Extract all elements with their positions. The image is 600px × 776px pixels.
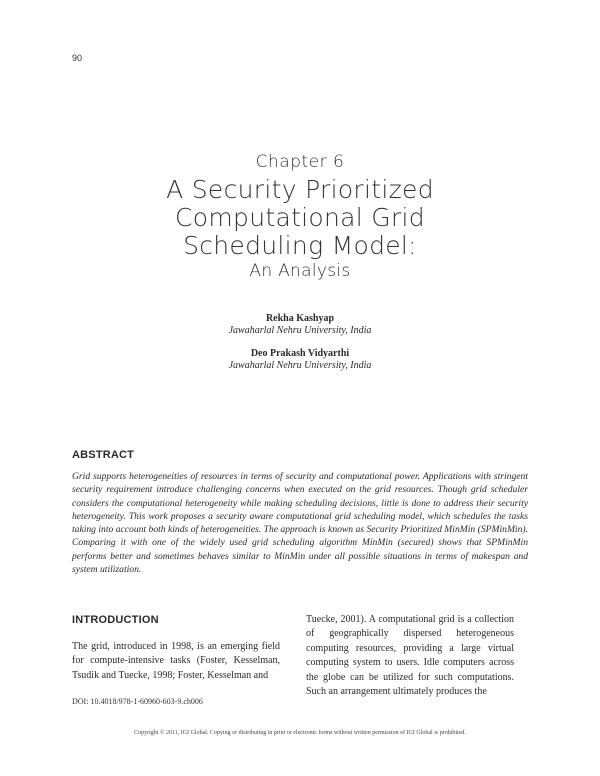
copyright-notice: Copyright © 2011, IGI Global. Copying or distributing in print or electronic forms without written permission of IGI Global is prohibited. bbox=[134, 730, 466, 736]
author-affiliation: Jawaharlal Nehru University, India bbox=[228, 325, 372, 336]
abstract-text: Grid supports heterogeneities of resources in terms of security and computational power. Applications with stringent security requirement introduce challenging concerns when executed on the grid resources. Though grid scheduler considers the computational heterogeneity while making scheduling decisions, little is done to address their security heterogeneity. This work proposes a security aware computational grid scheduling model, which schedules the tasks taking into account both kinds of heterogeneities. The approach is known as Security Prioritized MinMin (SPMinMin). Comparing it with one of the widely used grid scheduling algorithm MinMin (secured) shows that SPMinMin performs better and sometimes behaves similar to MinMin under all possible situations in terms of makespan and system utilization. bbox=[72, 471, 528, 576]
chapter-title-line-3: Scheduling Model: bbox=[183, 231, 417, 260]
author-2 bbox=[60, 348, 540, 371]
author-name: Rekha Kashyap bbox=[265, 313, 335, 324]
doi: DOI: 10.4018/978-1-60960-603-9.ch006 bbox=[72, 697, 203, 706]
chapter-label: Chapter 6 bbox=[255, 152, 345, 172]
abstract-heading: ABSTRACT bbox=[72, 449, 135, 461]
chapter-subtitle: An Analysis bbox=[249, 261, 351, 281]
author-affiliation: Jawaharlal Nehru University, India bbox=[228, 360, 372, 371]
introduction-right-column: Tuecke, 2001). A computational grid is a collection of geographically dispersed heterogeneous computing resources, providing a large virtual computing system to users. Idle computers across the globe can be utilized for such computations. Such an arrangement ultimately produces the bbox=[306, 614, 514, 698]
author-1 bbox=[60, 313, 540, 336]
introduction-left-column: The grid, introduced in 1998, is an emerging field for compute-intensive tasks (Foster, Kesselman, Tsudik and Tuecke, 1998; Foster, Kesselman and bbox=[72, 641, 280, 681]
chapter-title-line-1: A Security Prioritized bbox=[166, 175, 434, 204]
page-number: 90 bbox=[72, 53, 83, 63]
author-name: Deo Prakash Vidyarthi bbox=[250, 348, 350, 359]
chapter-title-line-2: Computational Grid bbox=[175, 203, 425, 232]
chapter-title-block bbox=[60, 152, 540, 281]
introduction-heading: INTRODUCTION bbox=[72, 614, 159, 626]
